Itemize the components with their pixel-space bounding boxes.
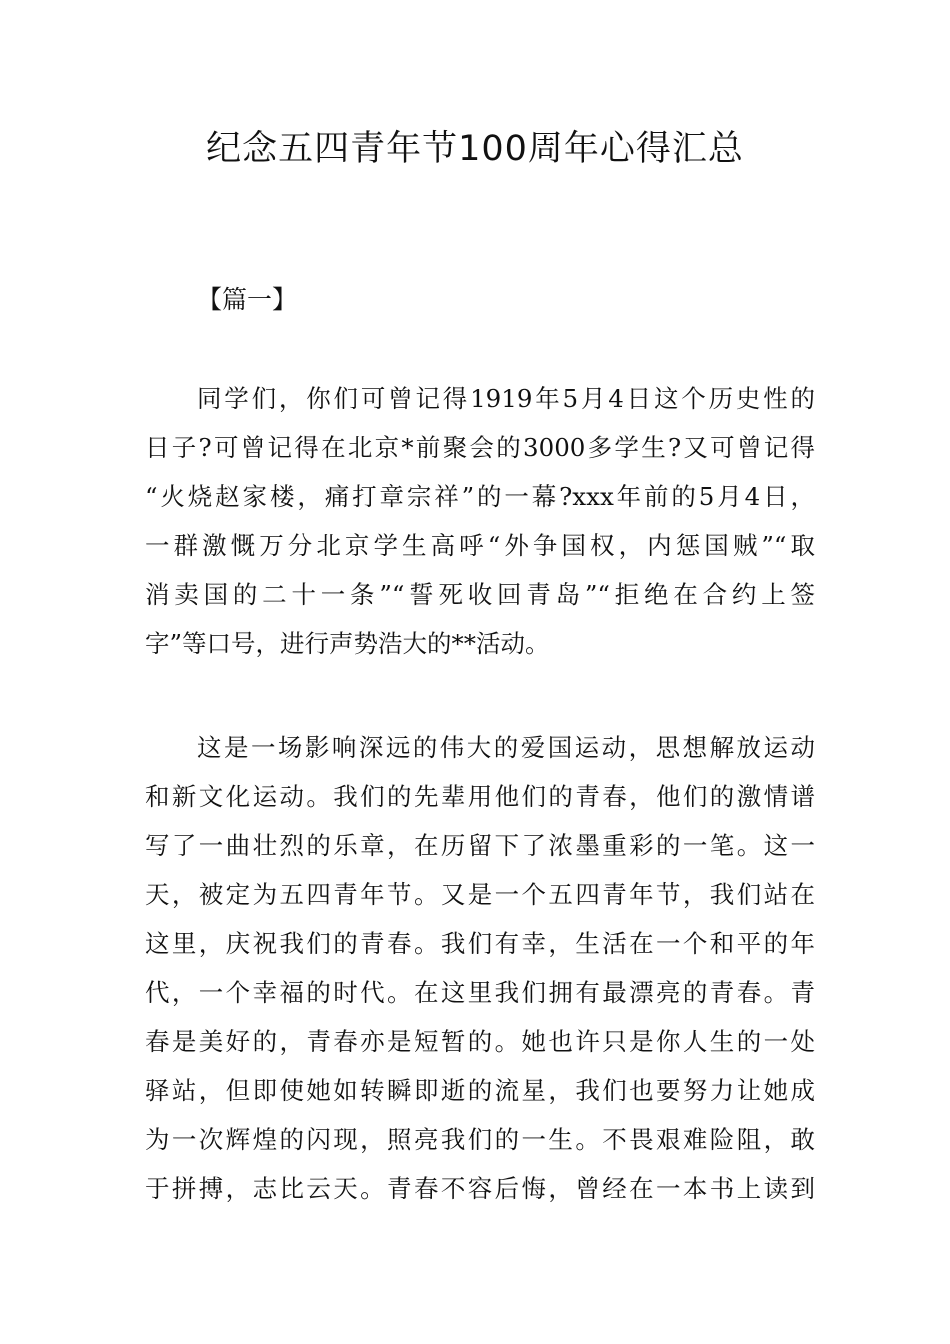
paragraph-line: 写了一曲壮烈的乐章，在历留下了浓墨重彩的一笔。这一 (145, 831, 815, 860)
section-heading: 【篇一】 (197, 285, 298, 314)
paragraph-line: 消卖国的二十一条”“誓死收回青岛”“拒绝在合约上签 (145, 580, 815, 609)
paragraph-line: 代，一个幸福的时代。在这里我们拥有最漂亮的青春。青 (145, 978, 815, 1007)
paragraph-2 (145, 723, 815, 1213)
paragraph-line: 这是一场影响深远的伟大的爱国运动，思想解放运动 (197, 733, 815, 762)
paragraph-line: 字”等口号，进行声势浩大的**活动。 (145, 629, 550, 658)
document-title: 纪念五四青年节100周年心得汇总 (206, 129, 744, 169)
paragraph-line: “火烧赵家楼，痛打章宗祥”的一幕?xxx年前的5月4日， (145, 482, 815, 511)
paragraph-line: 这里，庆祝我们的青春。我们有幸，生活在一个和平的年 (145, 929, 815, 958)
paragraph-line: 为一次辉煌的闪现，照亮我们的一生。不畏艰难险阻，敢 (145, 1125, 815, 1154)
paragraph-line: 同学们，你们可曾记得1919年5月4日这个历史性的 (197, 384, 815, 413)
paragraph-line: 日子?可曾记得在北京*前聚会的3000多学生?又可曾记得 (145, 433, 815, 462)
paragraph-line: 于拼搏，志比云天。青春不容后悔，曾经在一本书上读到 (145, 1174, 815, 1203)
paragraph-line: 一群激慨万分北京学生高呼“外争国权，内惩国贼”“取 (145, 531, 815, 560)
paragraph-line: 天，被定为五四青年节。又是一个五四青年节，我们站在 (145, 880, 815, 909)
paragraph-line: 和新文化运动。我们的先辈用他们的青春，他们的激情谱 (145, 782, 815, 811)
paragraph-1 (145, 374, 815, 668)
paragraph-line: 春是美好的，青春亦是短暂的。她也许只是你人生的一处 (145, 1027, 815, 1056)
paragraph-line: 驿站，但即使她如转瞬即逝的流星，我们也要努力让她成 (145, 1076, 815, 1105)
